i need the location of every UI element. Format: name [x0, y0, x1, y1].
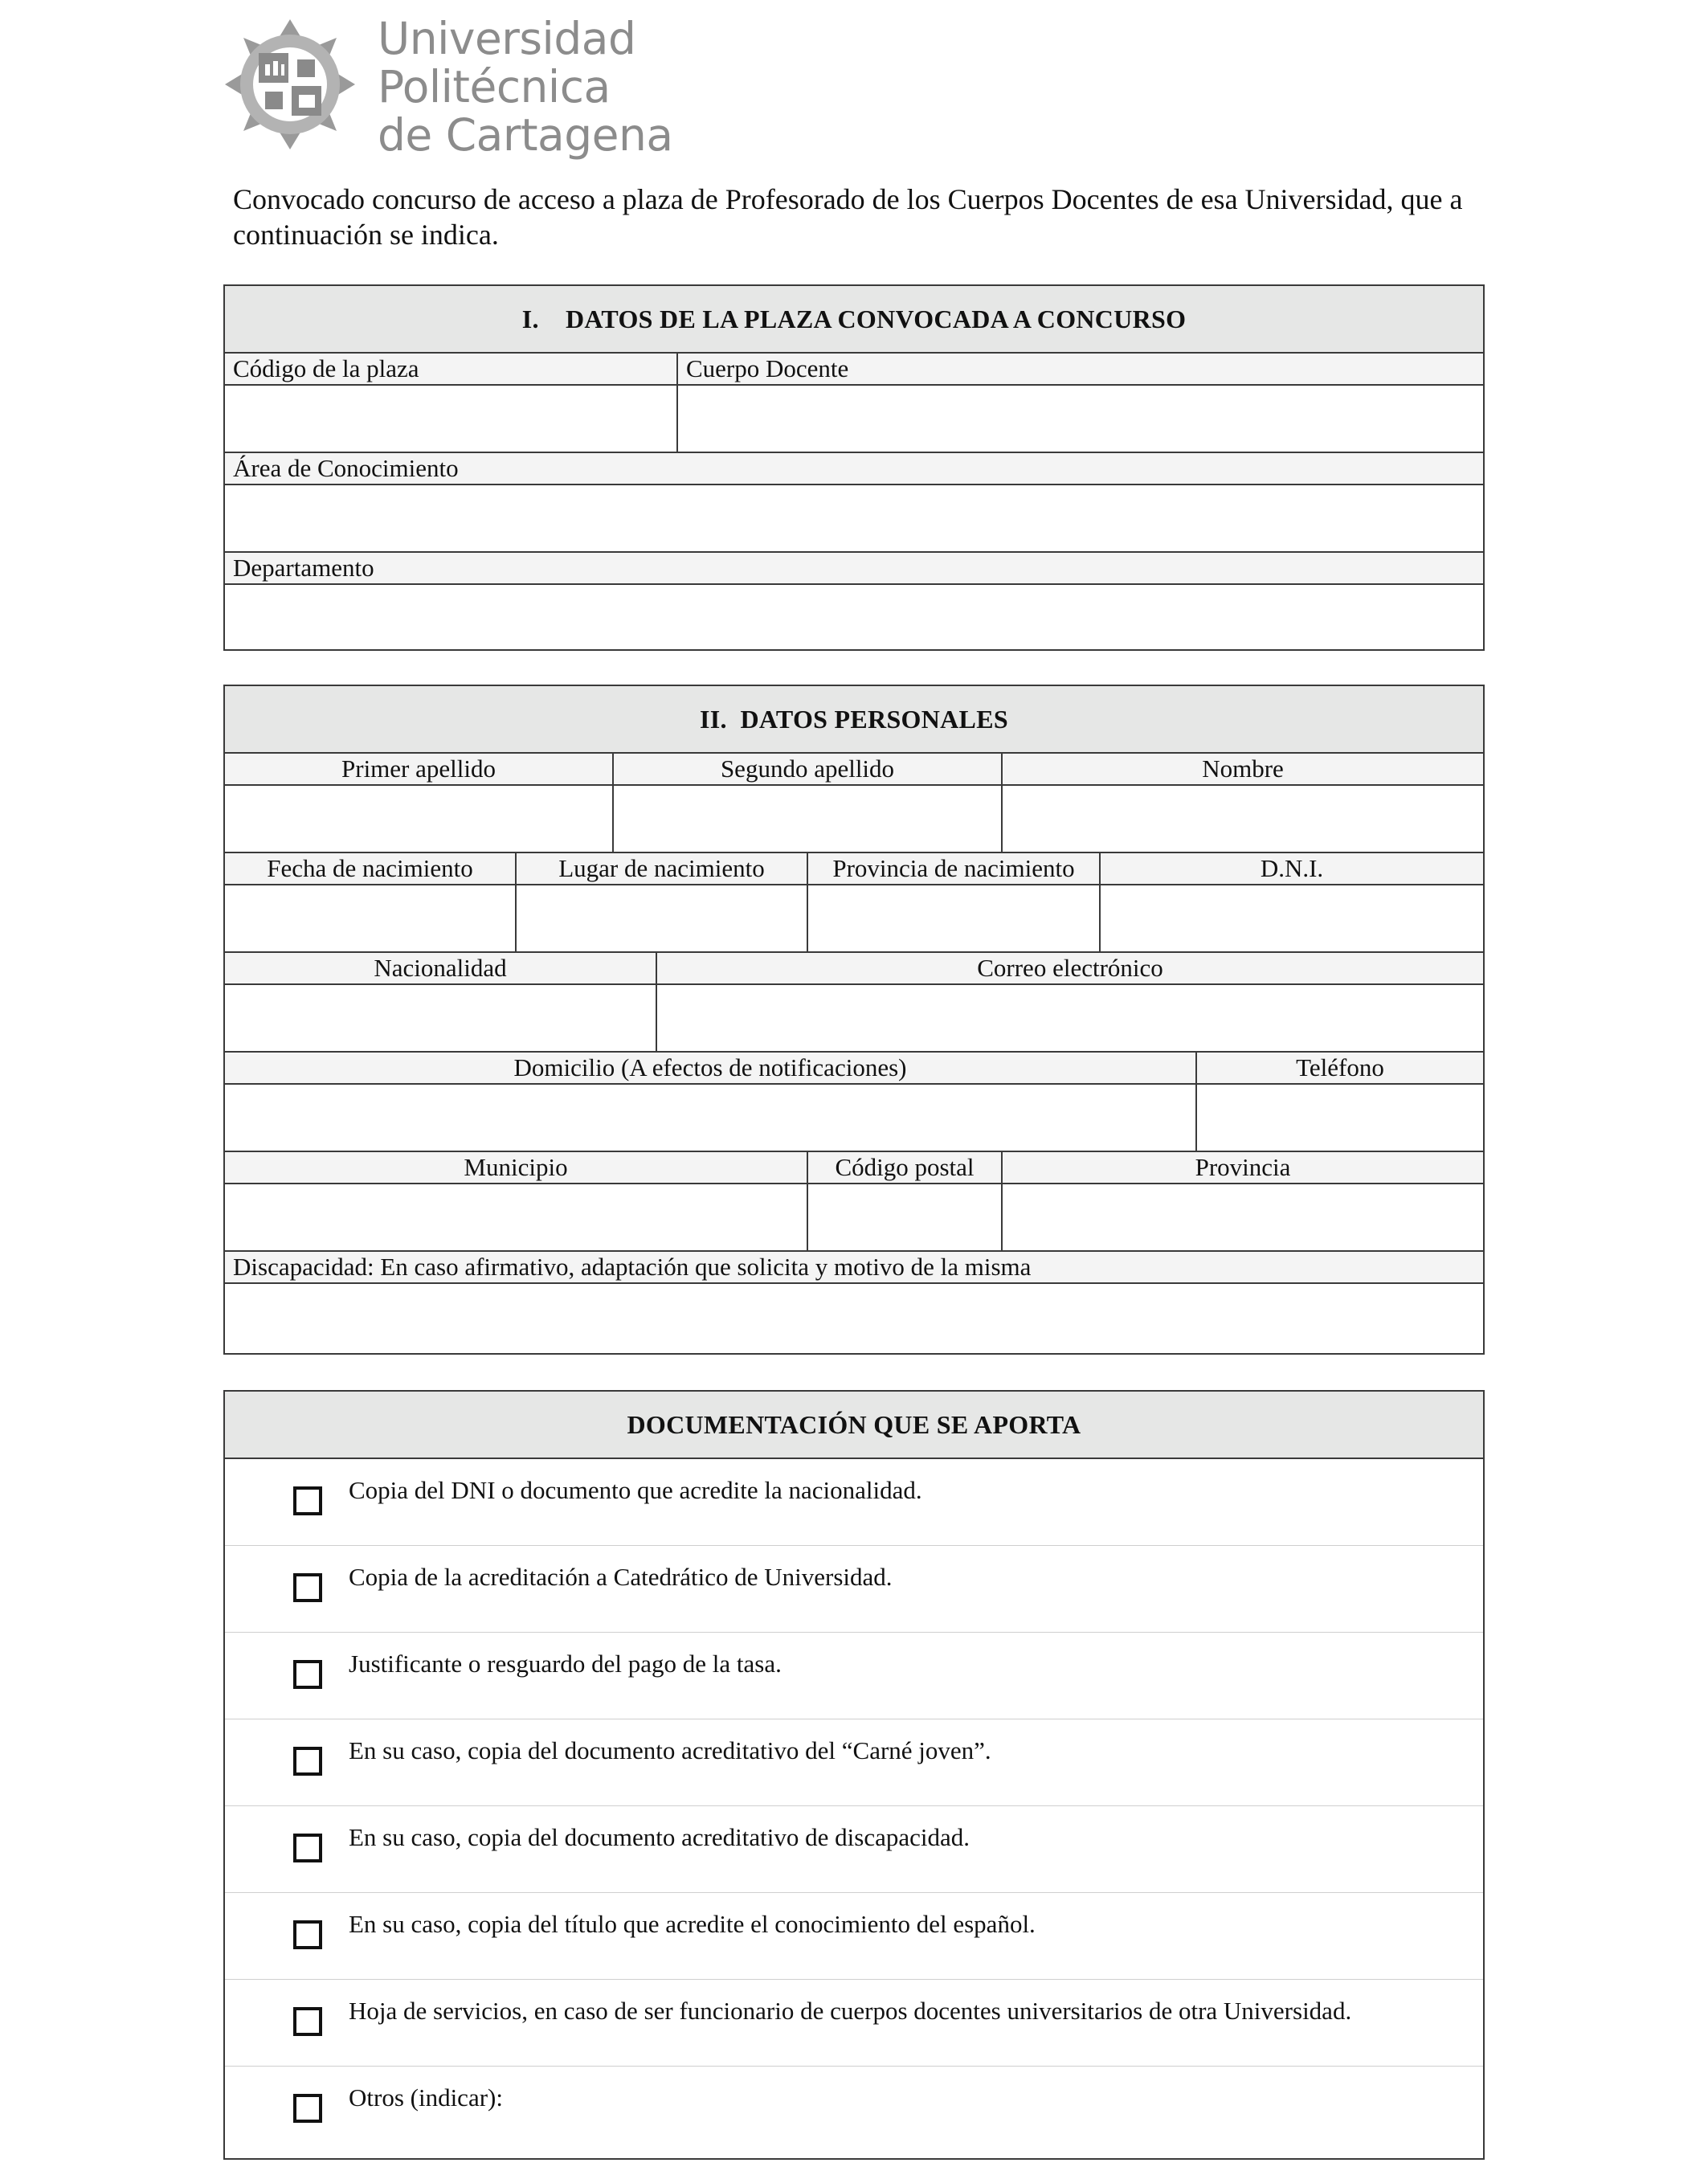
area-conocimiento-field[interactable]: [225, 485, 1483, 551]
doc-label-acreditacion: Copia de la acreditación a Catedrático de Universidad.: [349, 1563, 893, 1591]
intro-text: Convocado concurso de acceso a plaza de Profesorado de los Cuerpos Docentes de esa Universidad, que a continuación se indica.: [233, 183, 1463, 251]
cuerpo-docente-field[interactable]: [678, 386, 1483, 452]
nacionalidad-field[interactable]: [225, 985, 657, 1051]
doc-label-discapacidad: En su caso, copia del documento acreditativo de discapacidad.: [349, 1823, 970, 1851]
codigo-postal-field[interactable]: [808, 1184, 1003, 1250]
doc-checkbox-otros[interactable]: [293, 2094, 322, 2123]
university-crest-icon: [223, 18, 357, 151]
doc-label-hoja-servicios: Hoja de servicios, en caso de ser funcionario de cuerpos docentes universitarios de otra Universidad.: [349, 1997, 1352, 2025]
lugar-nacimiento-field[interactable]: [517, 885, 808, 951]
municipio-field[interactable]: [225, 1184, 808, 1250]
fecha-nacimiento-label: Fecha de nacimiento: [225, 853, 517, 884]
doc-checkbox-carne-joven[interactable]: [293, 1747, 322, 1776]
doc-label-espanol: En su caso, copia del título que acredite el conocimiento del español.: [349, 1910, 1036, 1938]
logo-line-3: de Cartagena: [378, 109, 673, 161]
domicilio-label: Domicilio (A efectos de notificaciones): [225, 1053, 1197, 1083]
doc-checkbox-dni[interactable]: [293, 1486, 322, 1515]
correo-field[interactable]: [657, 985, 1483, 1051]
segundo-apellido-label: Segundo apellido: [614, 754, 1003, 784]
doc-item-dni: [225, 1459, 1483, 1546]
doc-item-tasa: [225, 1633, 1483, 1719]
section-documentacion-title: DOCUMENTACIÓN QUE SE APORTA: [225, 1392, 1483, 1459]
dni-label: D.N.I.: [1260, 854, 1324, 882]
discapacidad-field[interactable]: [225, 1284, 1483, 1351]
doc-item-hoja-servicios: [225, 1980, 1483, 2067]
section-plaza: [223, 284, 1485, 651]
codigo-plaza-label: Código de la plaza: [225, 354, 678, 384]
area-conocimiento-label: Área de Conocimiento: [233, 454, 459, 482]
primer-apellido-field[interactable]: [225, 786, 614, 852]
departamento-label: Departamento: [233, 554, 374, 582]
provincia-nacimiento-label: Provincia de nacimiento: [808, 853, 1101, 884]
nombre-field[interactable]: [1003, 786, 1483, 852]
codigo-plaza-field[interactable]: [225, 386, 678, 452]
dni-field[interactable]: [1101, 885, 1483, 951]
section-datos-personales: [223, 685, 1485, 1355]
lugar-nacimiento-label: Lugar de nacimiento: [517, 853, 808, 884]
doc-checkbox-discapacidad[interactable]: [293, 1834, 322, 1862]
logo-line-1: Universidad: [378, 13, 636, 64]
telefono-field[interactable]: [1197, 1085, 1483, 1151]
doc-label-otros: Otros (indicar):: [349, 2083, 503, 2112]
provincia-label: Provincia: [1195, 1153, 1291, 1181]
primer-apellido-label: Primer apellido: [225, 754, 614, 784]
cuerpo-docente-label: Cuerpo Docente: [686, 354, 849, 382]
university-logo: [223, 13, 673, 170]
logo-line-2: Politécnica: [378, 61, 611, 112]
doc-item-espanol: [225, 1893, 1483, 1980]
fecha-nacimiento-field[interactable]: [225, 885, 517, 951]
section-plaza-title: I. DATOS DE LA PLAZA CONVOCADA A CONCURSO: [225, 286, 1483, 354]
discapacidad-label: Discapacidad: En caso afirmativo, adaptación que solicita y motivo de la misma: [233, 1253, 1032, 1281]
provincia-nacimiento-field[interactable]: [808, 885, 1101, 951]
doc-label-tasa: Justificante o resguardo del pago de la tasa.: [349, 1650, 782, 1678]
section-datos-personales-title: II. DATOS PERSONALES: [225, 686, 1483, 754]
doc-checkbox-espanol[interactable]: [293, 1920, 322, 1949]
section-documentacion: [223, 1390, 1485, 2160]
provincia-field[interactable]: [1003, 1184, 1483, 1250]
doc-item-otros: [225, 2067, 1483, 2153]
telefono-label: Teléfono: [1296, 1053, 1384, 1081]
nacionalidad-label: Nacionalidad: [225, 953, 657, 983]
domicilio-field[interactable]: [225, 1085, 1197, 1151]
doc-item-discapacidad: [225, 1806, 1483, 1893]
departamento-field[interactable]: [225, 585, 1483, 652]
municipio-label: Municipio: [225, 1152, 808, 1183]
doc-item-carne-joven: [225, 1719, 1483, 1806]
correo-label: Correo electrónico: [977, 954, 1163, 982]
segundo-apellido-field[interactable]: [614, 786, 1003, 852]
nombre-label: Nombre: [1202, 754, 1284, 783]
doc-checkbox-hoja-servicios[interactable]: [293, 2007, 322, 2036]
doc-checkbox-tasa[interactable]: [293, 1660, 322, 1689]
codigo-postal-label: Código postal: [808, 1152, 1003, 1183]
doc-label-dni: Copia del DNI o documento que acredite la nacionalidad.: [349, 1476, 922, 1504]
doc-checkbox-acreditacion[interactable]: [293, 1573, 322, 1602]
doc-item-acreditacion: [225, 1546, 1483, 1633]
doc-label-carne-joven: En su caso, copia del documento acreditativo del “Carné joven”.: [349, 1736, 991, 1764]
